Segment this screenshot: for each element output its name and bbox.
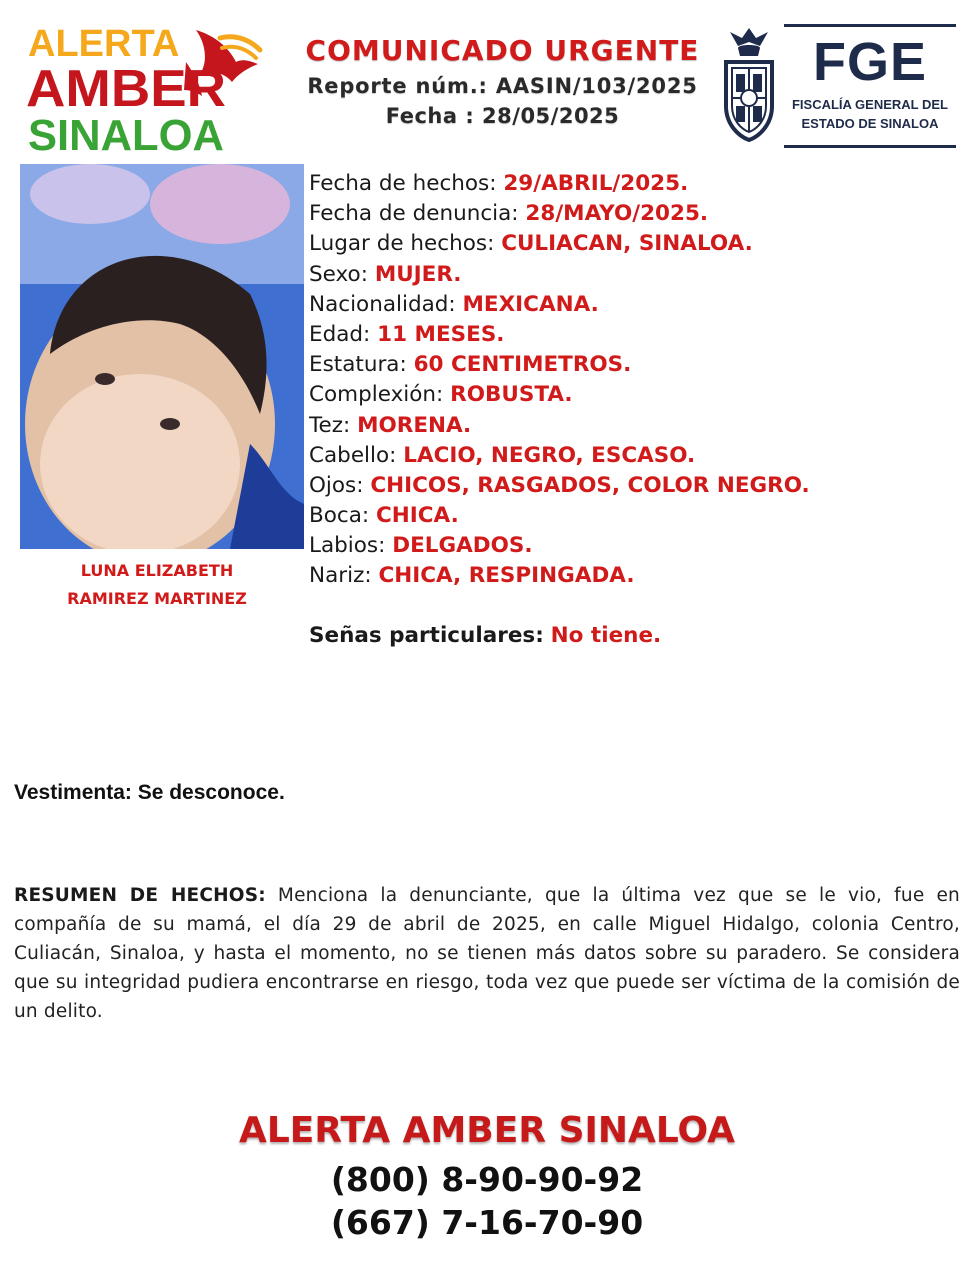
person-name-line1: LUNA ELIZABETH xyxy=(80,561,234,580)
detail-value: 60 CENTIMETROS. xyxy=(413,352,632,378)
detail-value: 11 MESES. xyxy=(377,321,505,347)
detail-label: Labios: xyxy=(309,533,386,559)
alerta-amber-logo xyxy=(24,22,264,156)
bulletin-title: COMUNICADO URGENTE xyxy=(305,34,700,67)
detail-value: 28/MAYO/2025. xyxy=(525,201,709,227)
fge-name-line1: FISCALÍA GENERAL DEL xyxy=(791,97,948,112)
fge-abbreviation: FGE xyxy=(812,32,927,92)
detail-label: Nariz: xyxy=(309,563,372,589)
detail-label: Complexión: xyxy=(309,382,444,408)
detail-row-estatura xyxy=(309,350,949,380)
detail-row-cabello xyxy=(309,441,949,471)
logo-line-sinaloa: SINALOA xyxy=(28,111,224,156)
person-name-line2: RAMIREZ MARTINEZ xyxy=(67,589,247,608)
report-date: Fecha : 28/05/2025 xyxy=(385,104,620,128)
detail-label: Fecha de hechos: xyxy=(309,171,497,196)
detail-label: Edad: xyxy=(309,321,371,347)
senas-label: Señas particulares: xyxy=(309,623,544,648)
detail-row-complexion xyxy=(309,380,949,410)
detail-value: DELGADOS. xyxy=(392,533,533,559)
report-number: Reporte núm.: AASIN/103/2025 xyxy=(307,74,698,98)
missing-person-photo xyxy=(20,164,304,549)
detail-row-tez xyxy=(309,411,949,441)
detail-value: LACIO, NEGRO, ESCASO. xyxy=(403,442,696,468)
detail-label: Tez: xyxy=(309,412,351,438)
facts-summary xyxy=(14,881,960,1026)
person-details xyxy=(309,169,949,592)
detail-row-nacionalidad xyxy=(309,290,949,320)
detail-row-lugar xyxy=(309,229,949,259)
detail-value: MORENA. xyxy=(357,412,472,438)
detail-label: Sexo: xyxy=(309,261,368,287)
detail-value: 29/ABRIL/2025. xyxy=(503,171,689,196)
detail-row-boca xyxy=(309,501,949,531)
detail-value: CHICOS, RASGADOS, COLOR NEGRO. xyxy=(370,472,810,498)
logo-line-alerta: ALERTA xyxy=(28,23,180,65)
distinguishing-marks xyxy=(309,621,661,651)
senas-value: No tiene. xyxy=(550,623,662,648)
logo-line-amber: AMBER xyxy=(26,60,226,118)
resumen-text: Menciona la denunciante, que la última vez que se le vio, fue en compañía de su mamá, el día 29 de abril de 2025, en calle Miguel Hidalgo, colonia Centro, Culiacán, Sinaloa, y hasta el momento, no se tienen más datos sobre su paradero. Se considera que su integridad pudiera encontrarse en riesgo, toda vez que puede ser víctima de la comisión de un delito. xyxy=(14,885,960,1022)
detail-label: Cabello: xyxy=(309,442,397,468)
detail-label: Ojos: xyxy=(309,472,364,498)
detail-label: Lugar de hechos: xyxy=(309,231,495,257)
detail-value: MEXICANA. xyxy=(462,291,599,317)
fge-name-line2: ESTADO DE SINALOA xyxy=(801,116,939,131)
footer-phone-2: (667) 7-16-70-90 xyxy=(330,1203,644,1242)
resumen-label: RESUMEN DE HECHOS: xyxy=(14,885,266,906)
clothing-info: Vestimenta: Se desconoce. xyxy=(14,781,285,804)
detail-row-ojos xyxy=(309,471,949,501)
detail-value: MUJER. xyxy=(374,261,462,287)
footer-phone-1: (800) 8-90-90-92 xyxy=(330,1160,644,1199)
detail-row-labios xyxy=(309,531,949,561)
detail-row-fecha-denuncia xyxy=(309,199,949,229)
detail-value: CULIACAN, SINALOA. xyxy=(501,231,753,257)
detail-row-fecha-hechos xyxy=(309,169,949,199)
detail-label: Nacionalidad: xyxy=(309,291,456,317)
detail-row-nariz xyxy=(309,561,949,591)
detail-row-sexo xyxy=(309,260,949,290)
footer-title: ALERTA AMBER SINALOA xyxy=(238,1110,736,1151)
detail-value: ROBUSTA. xyxy=(450,382,573,408)
detail-label: Fecha de denuncia: xyxy=(309,201,519,227)
detail-value: CHICA, RESPINGADA. xyxy=(378,563,635,589)
sinaloa-seal-icon xyxy=(720,22,778,146)
detail-label: Boca: xyxy=(309,503,370,529)
detail-row-edad xyxy=(309,320,949,350)
detail-label: Estatura: xyxy=(309,352,407,378)
detail-value: CHICA. xyxy=(376,503,459,529)
